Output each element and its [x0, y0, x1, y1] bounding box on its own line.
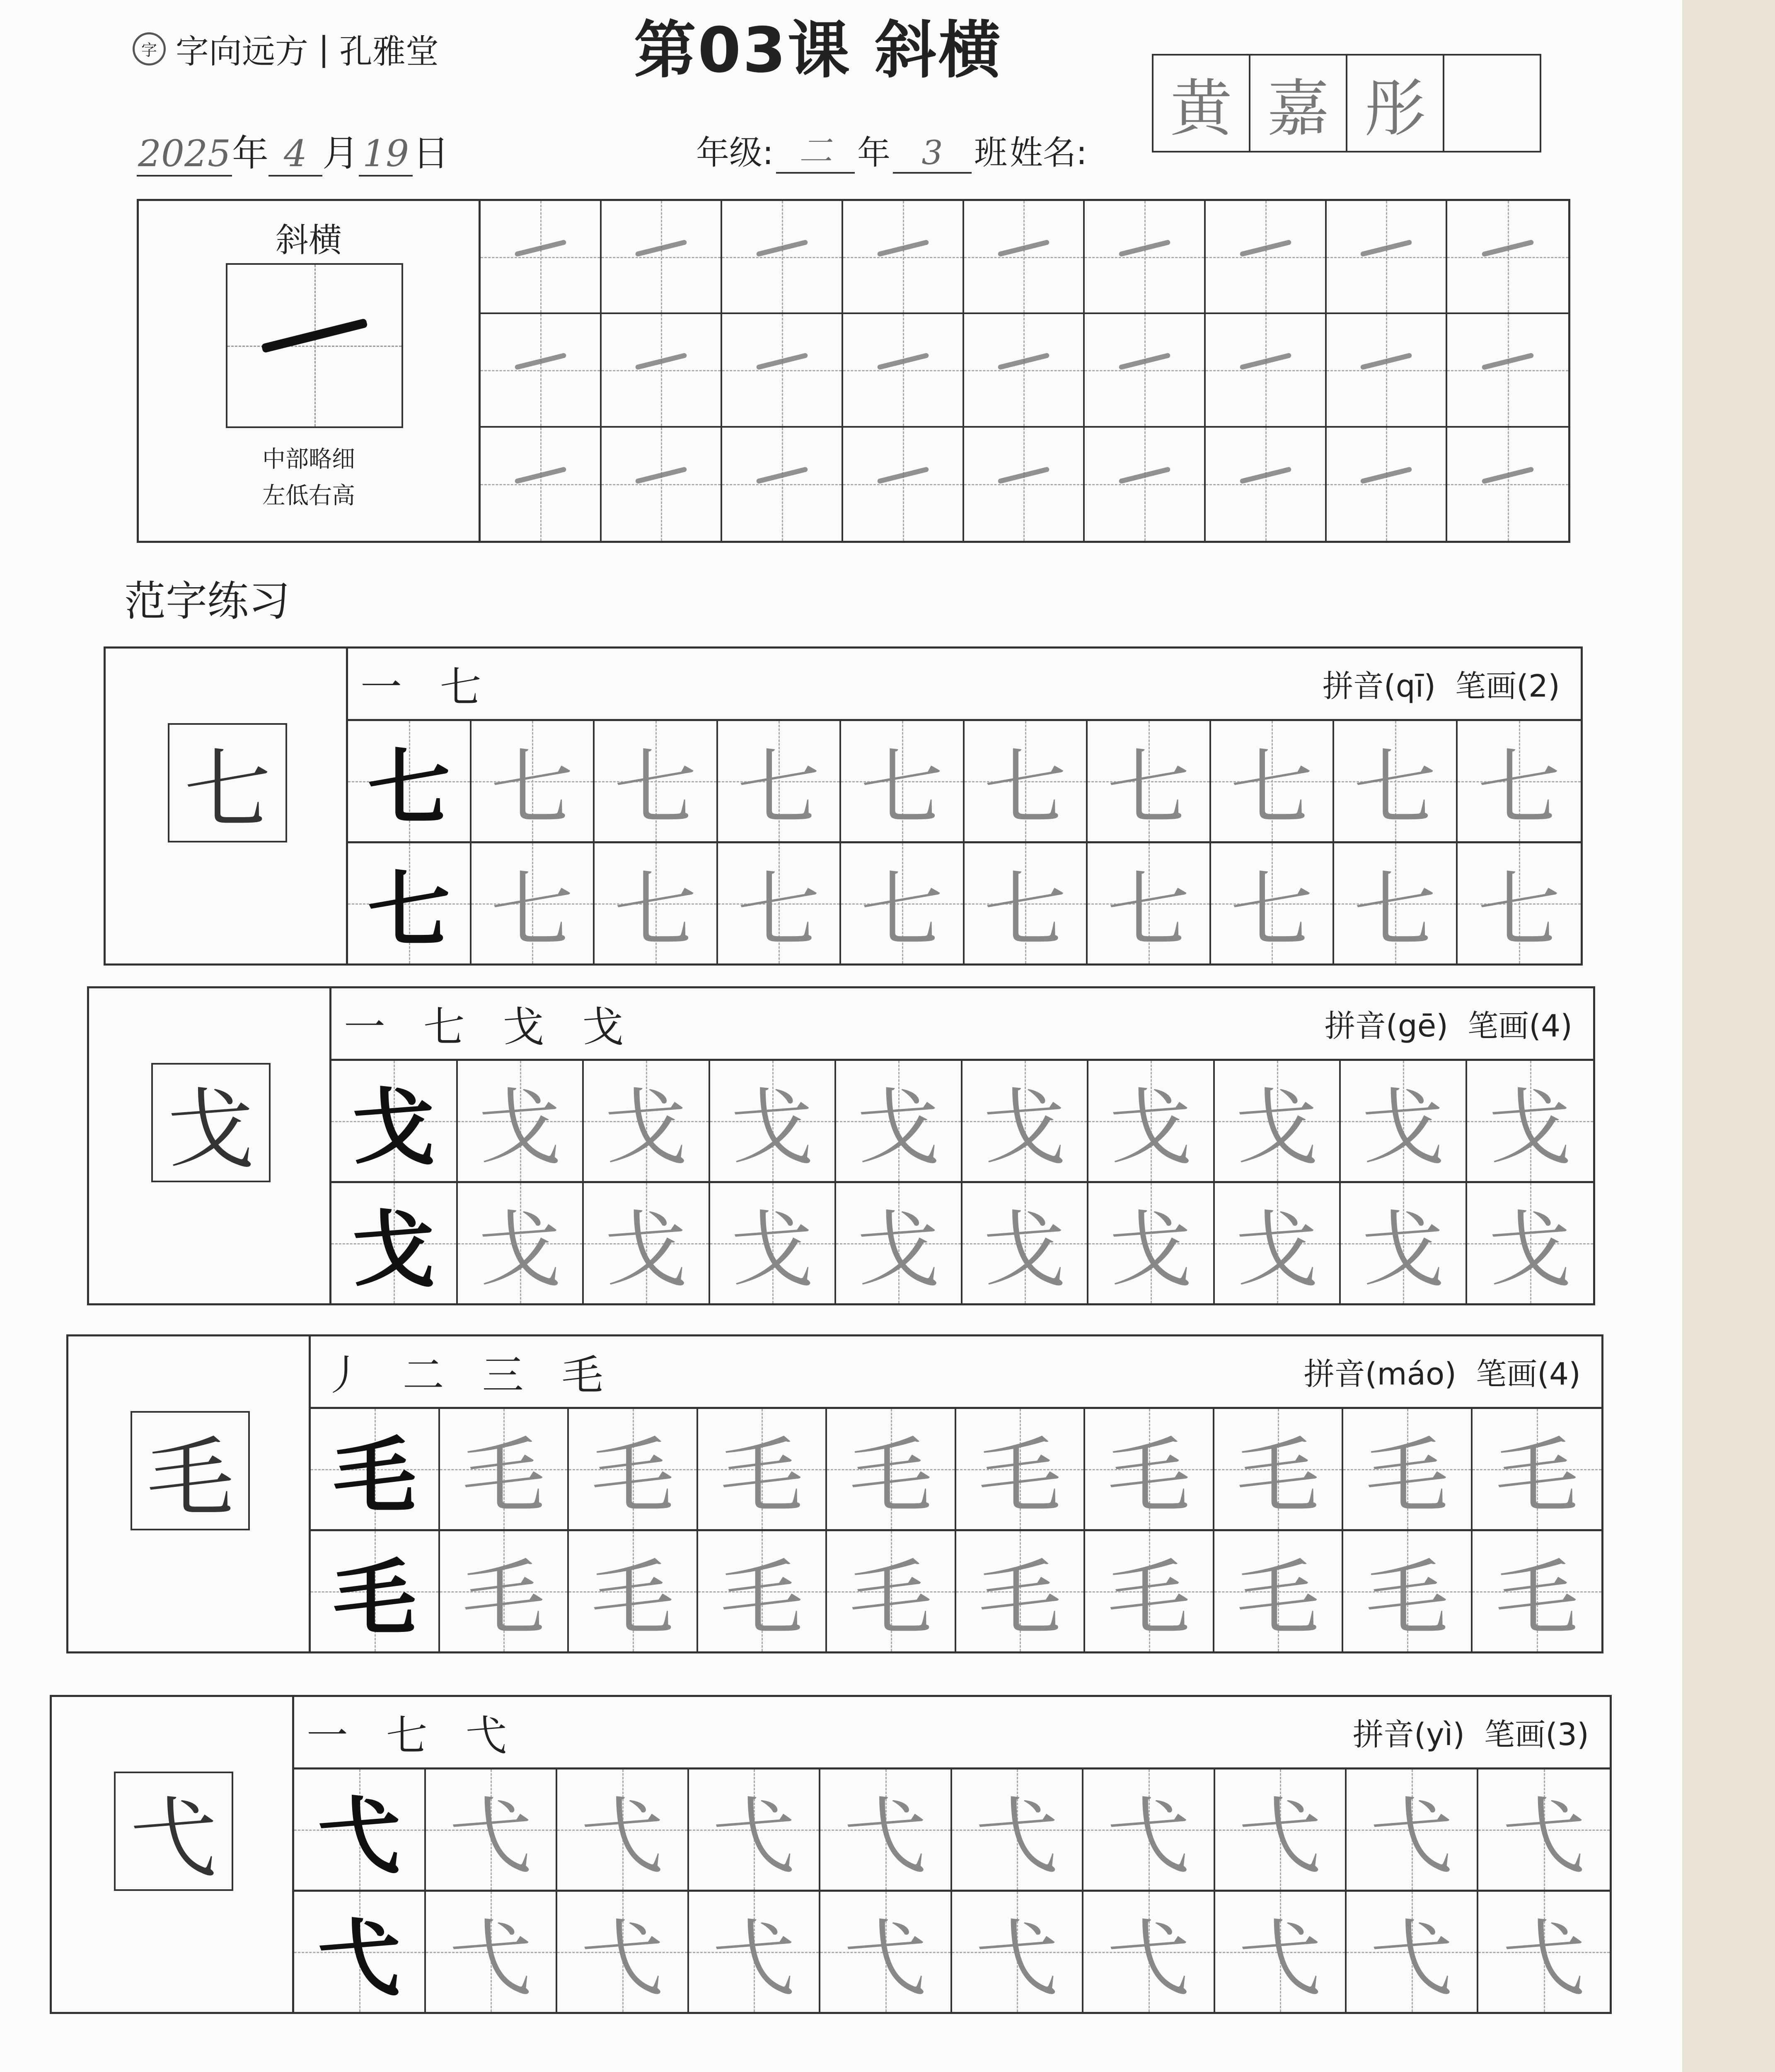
practice-character: 戈 — [352, 1079, 435, 1176]
practice-character: 毛 — [462, 1550, 545, 1647]
practice-trace-cell — [820, 1769, 952, 1890]
practice-trace-cell — [1088, 721, 1211, 841]
practice-character: 弋 — [580, 1910, 664, 2007]
practice-model-cell — [294, 1892, 426, 2012]
practice-trace-cell — [472, 721, 595, 841]
practice-trace-cell — [718, 843, 842, 963]
stroke-practice-cell — [1327, 314, 1448, 427]
brand-separator: | — [318, 29, 329, 68]
practice-character: 毛 — [978, 1550, 1062, 1647]
practice-character: 毛 — [720, 1428, 803, 1525]
model-character: 毛 — [131, 1411, 250, 1530]
practice-trace-cell — [595, 843, 718, 963]
practice-character: 七 — [737, 862, 820, 959]
practice-trace-cell — [1467, 1183, 1594, 1303]
practice-trace-cell — [458, 1183, 584, 1303]
practice-character: 戈 — [730, 1202, 814, 1299]
character-block-1 — [104, 646, 1583, 966]
practice-character: 七 — [367, 861, 450, 959]
section-title: 范字练习 — [124, 577, 290, 625]
stroke-order: 一 七 — [360, 663, 494, 712]
practice-model-cell — [348, 721, 472, 841]
practice-character: 戈 — [478, 1202, 561, 1299]
pinyin-label: 拼音(gē) — [1324, 1008, 1449, 1044]
practice-row — [294, 1769, 1610, 1890]
practice-trace-cell — [965, 721, 1088, 841]
stroke-practice-cell — [1085, 314, 1206, 427]
practice-character: 戈 — [605, 1080, 688, 1176]
practice-character: 毛 — [978, 1428, 1062, 1525]
practice-model-cell — [331, 1183, 458, 1303]
practice-trace-cell — [1211, 721, 1335, 841]
stroke-practice-cell — [722, 428, 843, 541]
practice-trace-cell — [1467, 1061, 1594, 1181]
practice-character: 毛 — [720, 1550, 803, 1647]
practice-trace-cell — [1458, 721, 1581, 841]
practice-trace-cell — [1088, 843, 1211, 963]
name-char-box — [1444, 56, 1540, 151]
practice-trace-cell — [1458, 843, 1581, 963]
practice-trace-cell — [1343, 1531, 1473, 1651]
stroke-practice-cell — [1327, 201, 1448, 314]
stroke-practice-cell — [964, 428, 1085, 541]
day-unit: 日 — [413, 132, 450, 174]
practice-character: 弋 — [844, 1788, 927, 1885]
practice-character: 弋 — [1107, 1910, 1190, 2007]
stroke-practice-cell — [964, 314, 1085, 427]
practice-model-cell — [331, 1061, 458, 1181]
practice-trace-cell — [698, 1409, 827, 1529]
practice-character: 戈 — [1109, 1202, 1192, 1299]
practice-row — [348, 721, 1581, 841]
practice-trace-cell — [956, 1409, 1086, 1529]
name-label: 姓名: — [1009, 133, 1087, 172]
practice-trace-cell — [836, 1183, 962, 1303]
pinyin-label: 拼音(máo) — [1303, 1356, 1457, 1392]
brand-header — [133, 25, 439, 73]
practice-trace-cell — [426, 1769, 558, 1890]
model-character: 弋 — [114, 1772, 233, 1891]
strokes-label: 笔画(2) — [1455, 668, 1560, 704]
practice-character: 毛 — [591, 1428, 674, 1525]
practice-character: 弋 — [1502, 1788, 1586, 1885]
practice-model-cell — [294, 1769, 426, 1890]
practice-trace-cell — [1347, 1769, 1478, 1890]
practice-trace-cell — [440, 1409, 569, 1529]
stroke-demo-section — [137, 199, 1570, 543]
practice-trace-cell — [962, 1183, 1089, 1303]
stroke-practice-cell — [843, 314, 964, 427]
practice-character: 弋 — [844, 1910, 927, 2007]
practice-trace-cell — [827, 1409, 956, 1529]
practice-trace-cell — [952, 1769, 1084, 1890]
practice-character: 弋 — [1238, 1910, 1322, 2007]
stroke-practice-cell — [602, 201, 723, 314]
practice-row — [311, 1409, 1601, 1529]
month-unit: 月 — [322, 132, 359, 174]
practice-character: 七 — [491, 740, 574, 837]
practice-character: 七 — [860, 740, 943, 837]
stroke-practice-cell — [602, 428, 723, 541]
name-char-box: 嘉 — [1250, 56, 1347, 151]
practice-trace-cell — [569, 1531, 698, 1651]
practice-character: 弋 — [449, 1788, 532, 1885]
strokes-label: 笔画(4) — [1476, 1356, 1581, 1392]
stroke-practice-cell — [1206, 314, 1327, 427]
practice-character: 戈 — [1488, 1202, 1572, 1299]
practice-trace-cell — [584, 1183, 710, 1303]
practice-character: 七 — [367, 739, 450, 837]
practice-trace-cell — [718, 721, 842, 841]
class-value: 3 — [893, 133, 972, 174]
stroke-order: 丿 二 三 毛 — [323, 1351, 616, 1399]
stroke-practice-cell — [722, 201, 843, 314]
practice-trace-cell — [458, 1061, 584, 1181]
practice-character: 弋 — [1370, 1788, 1453, 1885]
practice-trace-cell — [1341, 1183, 1467, 1303]
stroke-practice-cell — [1447, 314, 1568, 427]
practice-character: 七 — [614, 740, 697, 837]
practice-trace-cell — [956, 1531, 1086, 1651]
character-block-3 — [66, 1334, 1603, 1653]
stroke-practice-cell — [843, 201, 964, 314]
practice-character: 戈 — [857, 1202, 940, 1299]
practice-trace-cell — [689, 1769, 821, 1890]
date-line — [137, 124, 449, 177]
practice-trace-cell — [584, 1061, 710, 1181]
pinyin-label: 拼音(yì) — [1353, 1717, 1465, 1752]
practice-trace-cell — [962, 1061, 1089, 1181]
practice-character: 戈 — [730, 1080, 814, 1176]
practice-character: 戈 — [1235, 1080, 1318, 1176]
practice-character: 毛 — [1107, 1428, 1190, 1525]
stroke-practice-cell — [843, 428, 964, 541]
practice-trace-cell — [827, 1531, 956, 1651]
practice-trace-cell — [1334, 843, 1458, 963]
practice-character: 毛 — [1236, 1550, 1320, 1647]
practice-trace-cell — [820, 1892, 952, 2012]
practice-trace-cell — [1088, 1061, 1215, 1181]
practice-character: 戈 — [983, 1202, 1066, 1299]
stroke-tip-1: 中部略细 — [262, 446, 355, 473]
stroke-order: 一 七 弋 — [307, 1711, 520, 1760]
practice-character: 戈 — [1235, 1202, 1318, 1299]
model-character: 戈 — [151, 1063, 271, 1182]
practice-character: 七 — [1107, 740, 1190, 837]
date-year: 2025 — [137, 132, 232, 177]
practice-trace-cell — [1347, 1892, 1478, 2012]
practice-trace-cell — [1215, 1183, 1341, 1303]
practice-character: 七 — [984, 862, 1067, 959]
brand-logo-icon: 字 — [133, 32, 166, 65]
practice-trace-cell — [1088, 1183, 1215, 1303]
stroke-practice-cell — [602, 314, 723, 427]
date-month: 4 — [268, 132, 322, 177]
practice-trace-cell — [1083, 1892, 1215, 2012]
practice-character: 弋 — [975, 1910, 1059, 2007]
practice-trace-cell — [1343, 1409, 1473, 1529]
name-char-box: 彤 — [1347, 56, 1444, 151]
practice-trace-cell — [1478, 1892, 1610, 2012]
stroke-practice-cell — [1085, 428, 1206, 541]
practice-row — [311, 1529, 1601, 1651]
name-boxes — [1152, 54, 1541, 152]
strokes-label: 笔画(4) — [1468, 1008, 1572, 1044]
practice-trace-cell — [710, 1183, 837, 1303]
practice-trace-cell — [440, 1531, 569, 1651]
practice-trace-cell — [1215, 1061, 1341, 1181]
practice-trace-cell — [1473, 1409, 1602, 1529]
stroke-practice-cell — [1206, 428, 1327, 541]
practice-character: 弋 — [712, 1788, 796, 1885]
practice-trace-cell — [965, 843, 1088, 963]
strokes-label: 笔画(3) — [1484, 1717, 1589, 1752]
practice-character: 七 — [1230, 740, 1313, 837]
stroke-practice-cell — [1206, 201, 1327, 314]
stroke-order: 一 七 戈 戈 — [344, 1003, 636, 1051]
practice-trace-cell — [1085, 1409, 1214, 1529]
practice-character: 弋 — [449, 1910, 532, 2007]
practice-character: 七 — [1230, 862, 1313, 959]
stroke-practice-cell — [481, 428, 602, 541]
stroke-name: 斜横 — [276, 221, 342, 259]
character-block-2 — [87, 986, 1595, 1305]
practice-character: 毛 — [591, 1550, 674, 1647]
practice-row — [294, 1890, 1610, 2012]
practice-model-cell — [311, 1409, 440, 1529]
practice-character: 戈 — [1488, 1080, 1572, 1176]
practice-character: 毛 — [1365, 1428, 1449, 1525]
practice-trace-cell — [1341, 1061, 1467, 1181]
practice-model-cell — [348, 843, 472, 963]
practice-row — [348, 841, 1581, 963]
practice-character: 弋 — [317, 1910, 401, 2007]
practice-character: 毛 — [849, 1428, 932, 1525]
practice-trace-cell — [1215, 1892, 1347, 2012]
practice-character: 七 — [860, 862, 943, 959]
stroke-practice-cell — [964, 201, 1085, 314]
model-character: 七 — [168, 723, 287, 842]
practice-character: 七 — [1107, 862, 1190, 959]
practice-row — [331, 1181, 1593, 1303]
practice-character: 七 — [1478, 862, 1561, 959]
name-char-box: 黄 — [1154, 56, 1250, 151]
practice-character: 毛 — [1236, 1428, 1320, 1525]
stroke-tips — [139, 441, 479, 514]
practice-character: 弋 — [580, 1788, 664, 1885]
practice-trace-cell — [569, 1409, 698, 1529]
practice-character: 戈 — [1361, 1080, 1445, 1176]
practice-character: 七 — [614, 862, 697, 959]
grade-value: 二 — [776, 124, 855, 174]
practice-character: 七 — [984, 740, 1067, 837]
stroke-practice-cell — [1447, 201, 1568, 314]
year-unit: 年 — [232, 132, 269, 174]
practice-character: 弋 — [712, 1910, 796, 2007]
practice-character: 毛 — [333, 1549, 416, 1647]
practice-character: 弋 — [1107, 1788, 1190, 1885]
practice-trace-cell — [426, 1892, 558, 2012]
practice-character: 毛 — [1495, 1428, 1579, 1525]
practice-trace-cell — [1334, 721, 1458, 841]
practice-model-cell — [311, 1531, 440, 1651]
practice-character: 七 — [737, 740, 820, 837]
stroke-practice-cell — [481, 314, 602, 427]
practice-character: 戈 — [1361, 1202, 1445, 1299]
practice-character: 七 — [1478, 740, 1561, 837]
stroke-practice-cell — [481, 201, 602, 314]
practice-character: 弋 — [1238, 1788, 1322, 1885]
practice-character: 七 — [491, 862, 574, 959]
practice-trace-cell — [1083, 1769, 1215, 1890]
practice-character: 毛 — [1107, 1550, 1190, 1647]
brand-right: 孔雅堂 — [339, 32, 439, 71]
practice-character: 戈 — [1109, 1080, 1192, 1176]
pinyin-label: 拼音(qī) — [1322, 668, 1436, 704]
practice-trace-cell — [1214, 1409, 1344, 1529]
grade-line — [696, 124, 1087, 174]
stroke-practice-grid — [481, 201, 1568, 541]
practice-trace-cell — [1473, 1531, 1602, 1651]
practice-character: 七 — [1353, 740, 1436, 837]
lesson-title: 第03课 斜横 — [634, 15, 1002, 87]
character-block-4 — [50, 1695, 1612, 2014]
practice-character: 弋 — [1502, 1910, 1586, 2007]
date-day: 19 — [359, 132, 413, 177]
practice-character: 戈 — [478, 1080, 561, 1176]
practice-character: 戈 — [605, 1202, 688, 1299]
practice-character: 毛 — [849, 1550, 932, 1647]
stroke-practice-cell — [1085, 201, 1206, 314]
practice-character: 戈 — [352, 1201, 435, 1299]
practice-character: 戈 — [857, 1080, 940, 1176]
practice-trace-cell — [841, 721, 965, 841]
practice-trace-cell — [689, 1892, 821, 2012]
practice-trace-cell — [1478, 1769, 1610, 1890]
stroke-demo-panel — [139, 201, 481, 541]
practice-trace-cell — [836, 1061, 962, 1181]
practice-trace-cell — [1215, 1769, 1347, 1890]
practice-trace-cell — [557, 1769, 689, 1890]
stroke-practice-cell — [1447, 428, 1568, 541]
practice-character: 弋 — [975, 1788, 1059, 1885]
brand-left: 字向远方 — [176, 32, 308, 71]
practice-trace-cell — [698, 1531, 827, 1651]
practice-trace-cell — [595, 721, 718, 841]
practice-character: 戈 — [983, 1080, 1066, 1176]
stroke-practice-cell — [722, 314, 843, 427]
practice-character: 毛 — [1495, 1550, 1579, 1647]
practice-character: 七 — [1353, 862, 1436, 959]
practice-trace-cell — [710, 1061, 837, 1181]
practice-character: 毛 — [333, 1427, 416, 1525]
stroke-example-box — [226, 263, 403, 428]
practice-trace-cell — [472, 843, 595, 963]
practice-trace-cell — [1085, 1531, 1214, 1651]
stroke-tip-2: 左低右高 — [262, 482, 355, 509]
practice-trace-cell — [952, 1892, 1084, 2012]
practice-character: 毛 — [1365, 1550, 1449, 1647]
practice-trace-cell — [841, 843, 965, 963]
practice-character: 弋 — [317, 1787, 401, 1885]
class-unit: 班 — [974, 133, 1007, 172]
grade-label: 年级: — [696, 133, 774, 172]
practice-trace-cell — [1214, 1531, 1344, 1651]
paper-edge — [1682, 0, 1775, 2072]
practice-row — [331, 1061, 1593, 1181]
practice-character: 毛 — [462, 1428, 545, 1525]
practice-trace-cell — [557, 1892, 689, 2012]
practice-character: 弋 — [1370, 1910, 1453, 2007]
practice-trace-cell — [1211, 843, 1335, 963]
stroke-practice-cell — [1327, 428, 1448, 541]
grade-unit: 年 — [857, 133, 890, 172]
